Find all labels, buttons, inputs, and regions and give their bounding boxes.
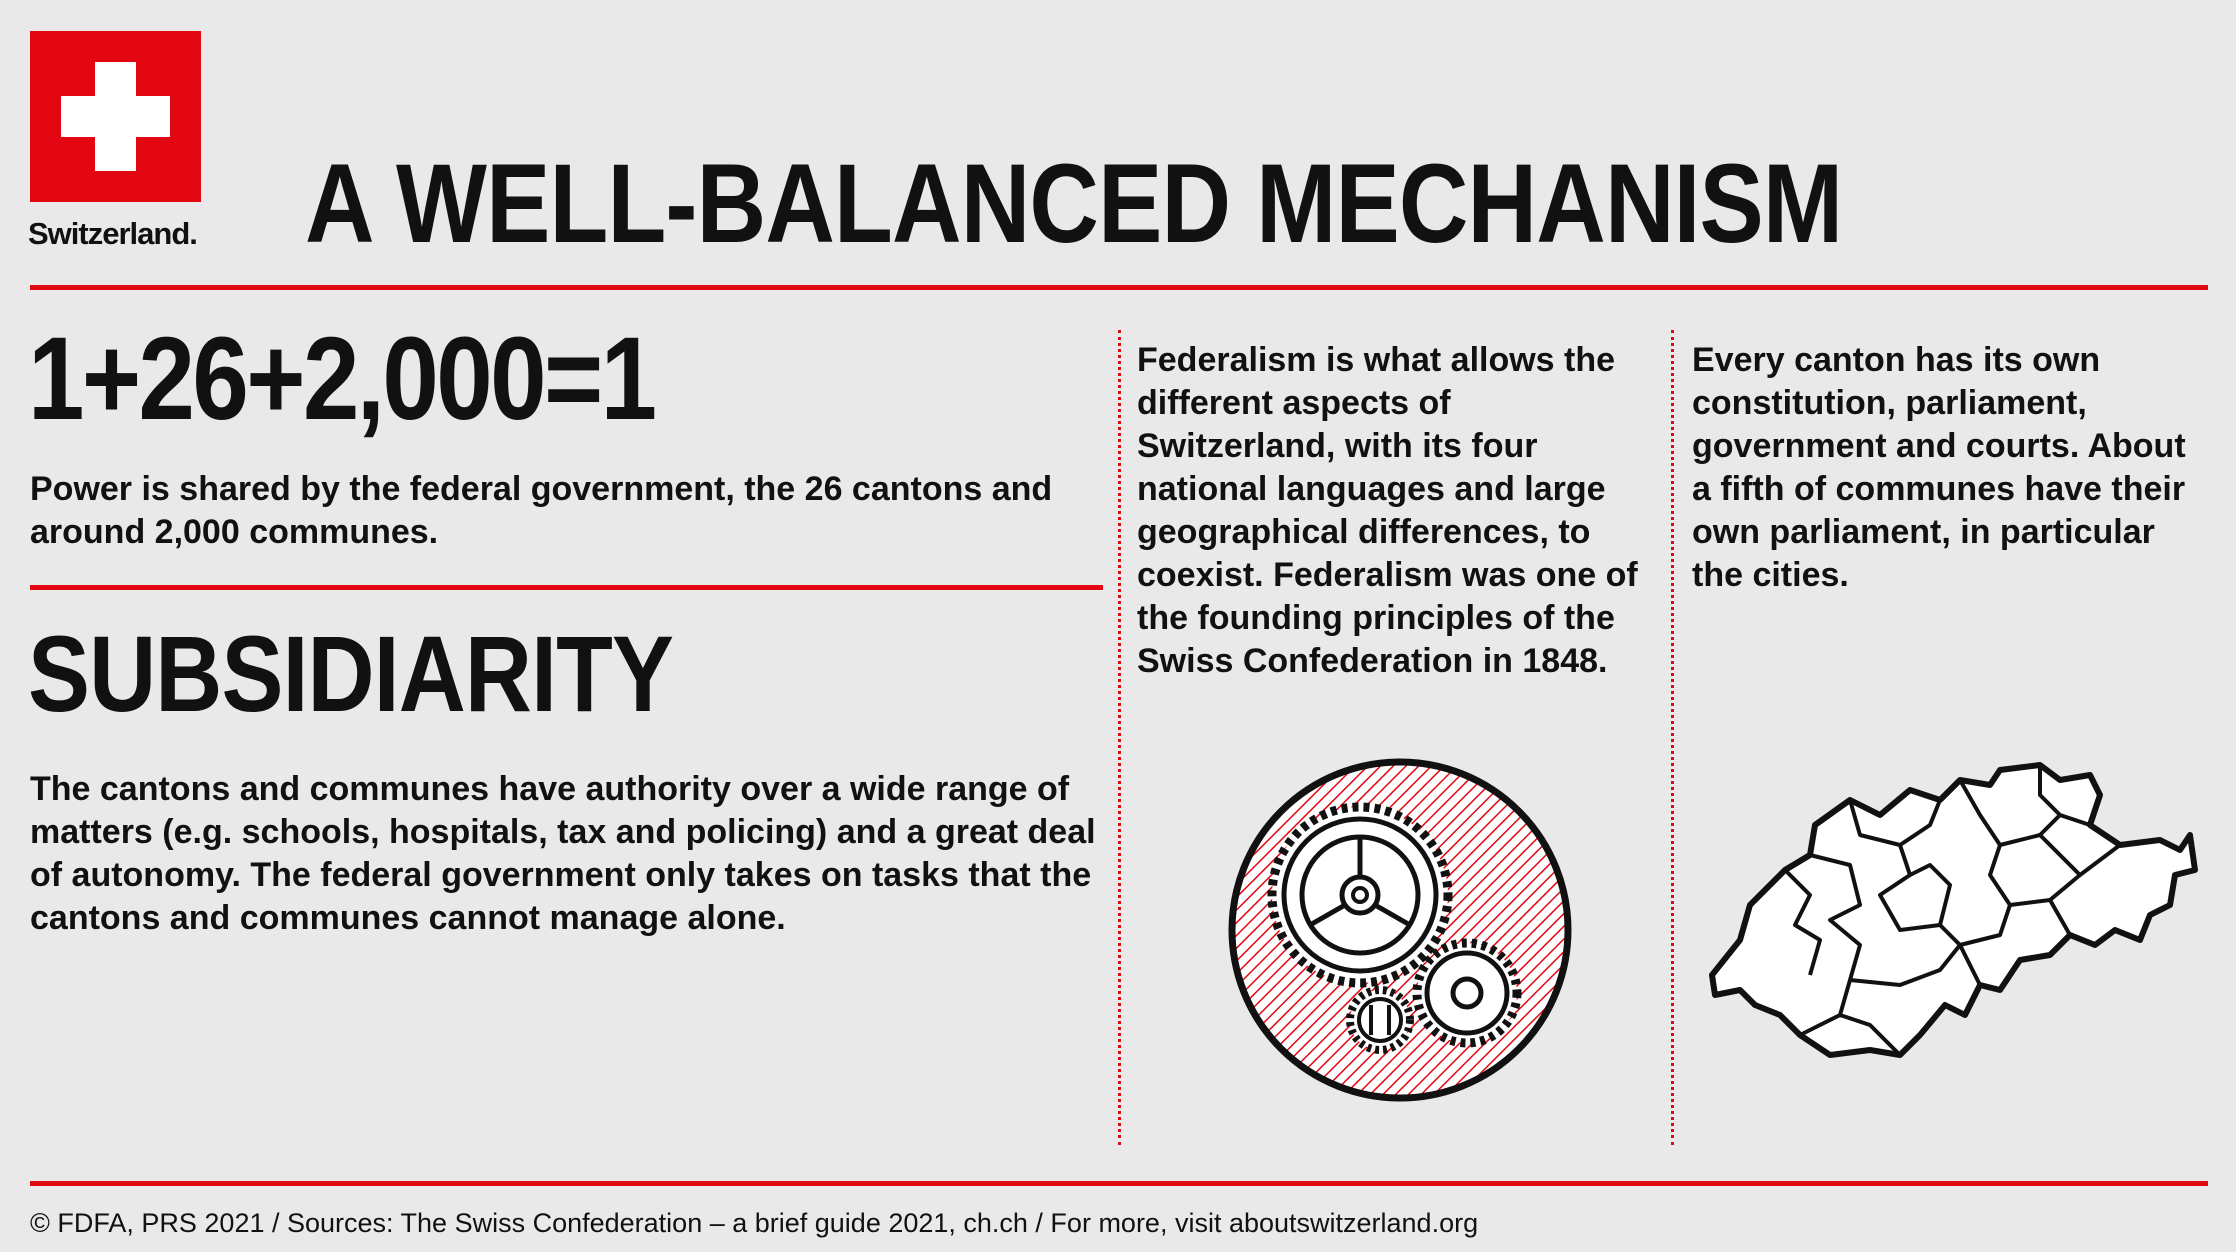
switzerland-cantons-map-icon [1700, 755, 2200, 1075]
column-divider [1671, 330, 1674, 1145]
gears-icon [1225, 755, 1575, 1105]
logo-wordmark: Switzerland. [28, 216, 197, 251]
equation-heading: 1+26+2,000=1 [28, 313, 655, 445]
equation-description: Power is shared by the federal government, the 26 cantons and around 2,000 communes. [30, 470, 1053, 551]
subsidiarity-description: The cantons and communes have authority over a wide range of matters (e.g. schools, hospitals, tax and policing) and a great deal of autonomy. The federal government only takes on tasks that the cantons and communes cannot manage alone. [30, 770, 1096, 937]
federalism-description: Federalism is what allows the different aspects of Switzerland, with its four national languages and large geographical differences, to coexist. Federalism was one of the founding principles of the Swiss Confederation in 1848. [1137, 341, 1638, 680]
column-divider [1118, 330, 1121, 1145]
middle-divider [30, 585, 1103, 590]
page-title: A WELL-BALANCED MECHANISM [305, 141, 1843, 266]
swiss-cross-icon [30, 31, 201, 202]
top-divider [30, 285, 2208, 290]
canton-description: Every canton has its own constitution, parliament, government and courts. About a fifth of communes have their own parliament, in particular the cities. [1692, 341, 2186, 594]
subsidiarity-heading: SUBSIDIARITY [28, 613, 674, 734]
bottom-divider [30, 1181, 2208, 1186]
footer-credits: © FDFA, PRS 2021 / Sources: The Swiss Confederation – a brief guide 2021, ch.ch / For more, visit aboutswitzerland.org [30, 1208, 1479, 1238]
